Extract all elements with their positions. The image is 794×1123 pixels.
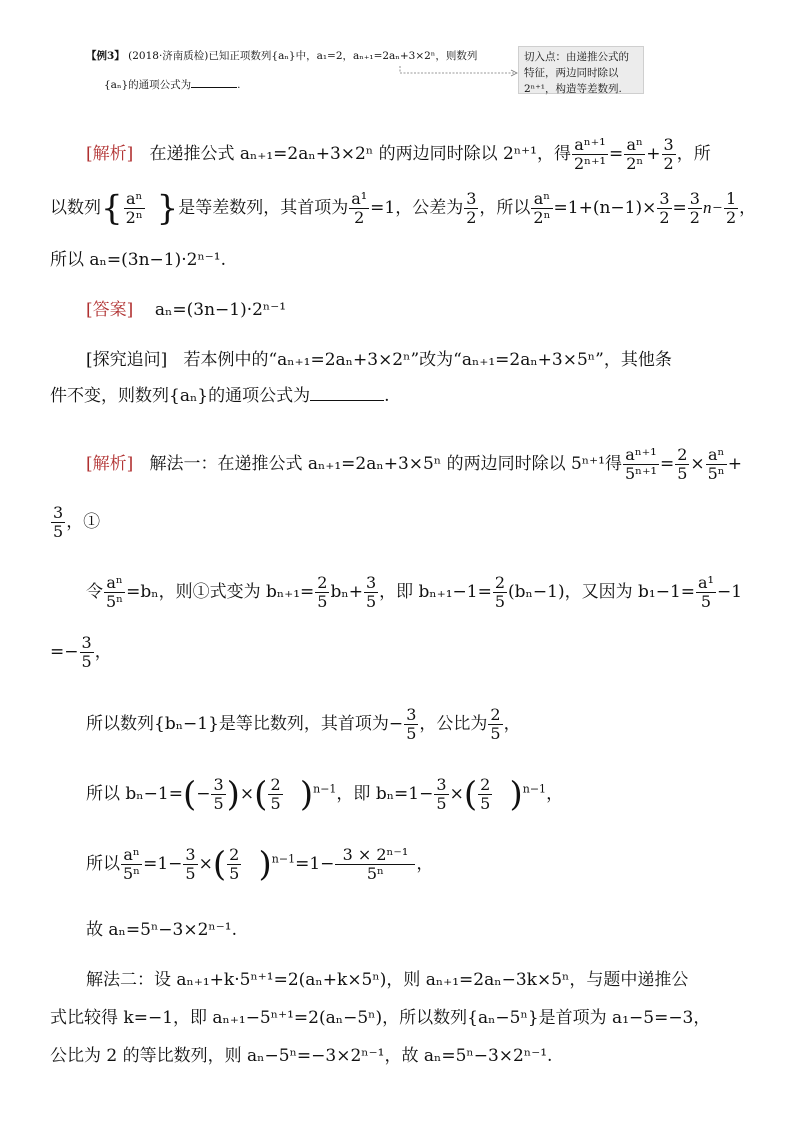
- example-statement: (2018·济南质检)已知正项数列{aₙ}中，a₁=2，aₙ₊₁=2aₙ+3×2ⁿ，则数列: [128, 50, 478, 62]
- analysis2-line3: 令 $\frac{\text{aⁿ}}{\text{5ⁿ}}$ =bₙ，则①式变为 bₙ₊₁= $\frac{2}{5}$ bₙ+ $\frac{3}{5}$ ，即 bₙ₊₁−1= $\frac{2}{5}$ (bₙ−1)，又因为 b₁−1= $\frac{\text{a¹}}{5}$ −1: [86, 573, 743, 611]
- fraction: $\frac{3}{5}$: [53, 503, 64, 541]
- fraction: $\frac{2}{5}$: [494, 573, 506, 611]
- fraction: $\frac{\text{a¹}}{2}$: [351, 189, 368, 227]
- analysis2-line2: $\frac{3}{5}$ ，①: [53, 503, 101, 541]
- left-brace: {: [101, 188, 123, 229]
- followup-line1: [86, 348, 672, 372]
- example-question-text: {aₙ}的通项公式为: [104, 79, 192, 91]
- example-question: [104, 75, 241, 93]
- analysis2-tag: [解析]: [86, 454, 134, 474]
- fraction: $\frac{3}{5}$: [81, 633, 92, 671]
- left-paren: (: [254, 774, 268, 815]
- fraction: $\frac{3}{2}$: [466, 189, 477, 227]
- answer-tag: [答案]: [86, 300, 134, 320]
- answer-blank[interactable]: [191, 75, 237, 88]
- right-paren: ): [299, 774, 314, 815]
- analysis1-line1: [解析] 在递推公式 aₙ₊₁=2aₙ+3×2ⁿ 的两边同时除以 2ⁿ⁺¹，得 $\frac{\text{aⁿ⁺¹}}{\text{2ⁿ⁺¹}}$ = $\frac{\text{aⁿ}}{\text{2ⁿ}}$ + $\frac{3}{2}$ ，所: [86, 135, 711, 173]
- analysis2-line7: 所以 $\frac{\text{aⁿ}}{\text{5ⁿ}}$ =1− $\frac{3}{5}$ ×( $\frac{2}{5}$ )$^{n-1}$=1− $\frac{\text{3 × 2ⁿ⁻¹}}{\text{5ⁿ}}$ ，: [86, 844, 434, 885]
- followup-line2: 件不变，则数列{aₙ}的通项公式为 .: [50, 386, 390, 406]
- right-paren: ): [226, 774, 240, 815]
- left-paren: (: [182, 774, 197, 815]
- fraction: $\frac{\text{aⁿ}}{\text{5ⁿ}}$: [707, 445, 725, 483]
- analysis1-line2: 以数列{ $\frac{\text{aⁿ}}{\text{2ⁿ}}$ }是等差数列，其首项为 $\frac{\text{a¹}}{2}$ =1，公差为 $\frac{3}{2}$ ，所以 $\frac{\text{aⁿ}}{\text{2ⁿ}}$ =1+(n−1)× $\frac{3}{2}$ = $\frac{3}{2}$ n− $\frac{1}{2}$ ，: [50, 188, 757, 229]
- answer-text: aₙ=(3n−1)·2ⁿ⁻¹: [154, 300, 287, 320]
- fraction: $\frac{2}{5}$: [229, 845, 240, 883]
- fraction: $\frac{\text{aⁿ⁺¹}}{\text{5ⁿ⁺¹}}$: [624, 445, 657, 483]
- analysis2-line6: 所以 bₙ−1=(− $\frac{3}{5}$ )×( $\frac{2}{5}$ )$^{n-1}$，即 bₙ=1− $\frac{3}{5}$ ×( $\frac{2}{5}$ )$^{n-1}$，: [86, 774, 564, 815]
- fraction: $\frac{3}{2}$: [689, 189, 700, 227]
- analysis2-line4: =− $\frac{3}{5}$ ，: [50, 633, 112, 671]
- fraction: $\frac{3}{5}$: [406, 705, 417, 743]
- fraction: $\frac{\text{aⁿ}}{\text{5ⁿ}}$: [123, 845, 141, 883]
- hint-text: 切入点：由递推公式的特征，两边同时除以 2ⁿ⁺¹，构造等差数列.: [524, 51, 629, 95]
- fraction: $\frac{3}{5}$: [185, 845, 196, 883]
- fraction: $\frac{3}{5}$: [365, 573, 377, 611]
- right-brace: }: [156, 188, 179, 229]
- fraction: $\frac{\text{aⁿ⁺¹}}{\text{2ⁿ⁺¹}}$: [573, 135, 606, 173]
- analysis1-text1: 在递推公式 aₙ₊₁=2aₙ+3×2ⁿ 的两边同时除以 2ⁿ⁺¹，得: [149, 144, 571, 164]
- fraction: $\frac{\text{a¹}}{5}$: [698, 573, 714, 611]
- analysis1-line3: 所以 aₙ=(3n−1)·2ⁿ⁻¹.: [50, 250, 226, 270]
- analysis-tag: [解析]: [86, 144, 134, 164]
- right-paren: ): [509, 774, 523, 815]
- fraction: $\frac{3}{5}$: [436, 775, 447, 813]
- fraction: $\frac{2}{5}$: [270, 775, 281, 813]
- method2-line1: 解法二：设 aₙ₊₁+k·5ⁿ⁺¹=2(aₙ+k×5ⁿ)，则 aₙ₊₁=2aₙ−3k×5ⁿ，与题中递推公: [86, 970, 689, 990]
- example-header: [86, 48, 477, 64]
- analysis1-text2: ，所: [676, 144, 711, 164]
- fraction: $\frac{3}{2}$: [663, 135, 674, 173]
- analysis2-line5: 所以数列{bₙ−1}是等比数列，其首项为− $\frac{3}{5}$ ，公比为 $\frac{2}{5}$ ，: [86, 705, 521, 743]
- answer-line: [86, 298, 286, 322]
- fraction: $\frac{2}{5}$: [480, 775, 491, 813]
- fraction: $\frac{3}{5}$: [213, 775, 224, 813]
- example-question-end: .: [237, 79, 241, 91]
- method2-line3: 公比为 2 的等比数列，则 aₙ−5ⁿ=−3×2ⁿ⁻¹，故 aₙ=5ⁿ−3×2ⁿ⁻¹.: [50, 1046, 553, 1066]
- method2-line2: 式比较得 k=−1，即 aₙ₊₁−5ⁿ⁺¹=2(aₙ−5ⁿ)，所以数列{aₙ−5ⁿ}是首项为 a₁−5=−3，: [50, 1008, 711, 1028]
- fraction: $\frac{\text{aⁿ}}{\text{5ⁿ}}$: [106, 573, 124, 611]
- fraction: $\frac{2}{5}$: [317, 573, 328, 611]
- fraction: $\frac{1}{2}$: [725, 189, 737, 227]
- analysis2-line1: [解析] 解法一：在递推公式 aₙ₊₁=2aₙ+3×5ⁿ 的两边同时除以 5ⁿ⁺¹得 $\frac{\text{aⁿ⁺¹}}{\text{5ⁿ⁺¹}}$ = $\frac{2}{5}$ × $\frac{\text{aⁿ}}{\text{5ⁿ}}$ +: [86, 445, 742, 483]
- example-tag: 【例3】: [86, 50, 125, 62]
- hint-arrow: [398, 66, 520, 78]
- fraction: $\frac{2}{5}$: [490, 705, 501, 743]
- fraction: $\frac{\text{3 × 2ⁿ⁻¹}}{\text{5ⁿ}}$: [335, 846, 415, 883]
- fraction: $\frac{\text{aⁿ}}{\text{2ⁿ}}$: [626, 135, 644, 173]
- fraction: $\frac{3}{2}$: [659, 189, 670, 227]
- followup-tag: [探究追问]: [86, 350, 168, 370]
- fraction: $\frac{2}{5}$: [677, 445, 688, 483]
- hint-box: [518, 46, 644, 94]
- right-paren: ): [258, 844, 272, 885]
- followup-answer-blank[interactable]: [310, 384, 384, 401]
- fraction: $\frac{\text{aⁿ}}{\text{2ⁿ}}$: [533, 189, 551, 227]
- followup-text: 若本例中的“aₙ₊₁=2aₙ+3×2ⁿ”改为“aₙ₊₁=2aₙ+3×5ⁿ”，其他条: [183, 350, 672, 370]
- left-paren: (: [463, 774, 478, 815]
- left-paren: (: [212, 844, 227, 885]
- analysis2-line8: 故 aₙ=5ⁿ−3×2ⁿ⁻¹.: [86, 920, 237, 940]
- fraction: $\frac{\text{aⁿ}}{\text{2ⁿ}}$: [125, 189, 143, 227]
